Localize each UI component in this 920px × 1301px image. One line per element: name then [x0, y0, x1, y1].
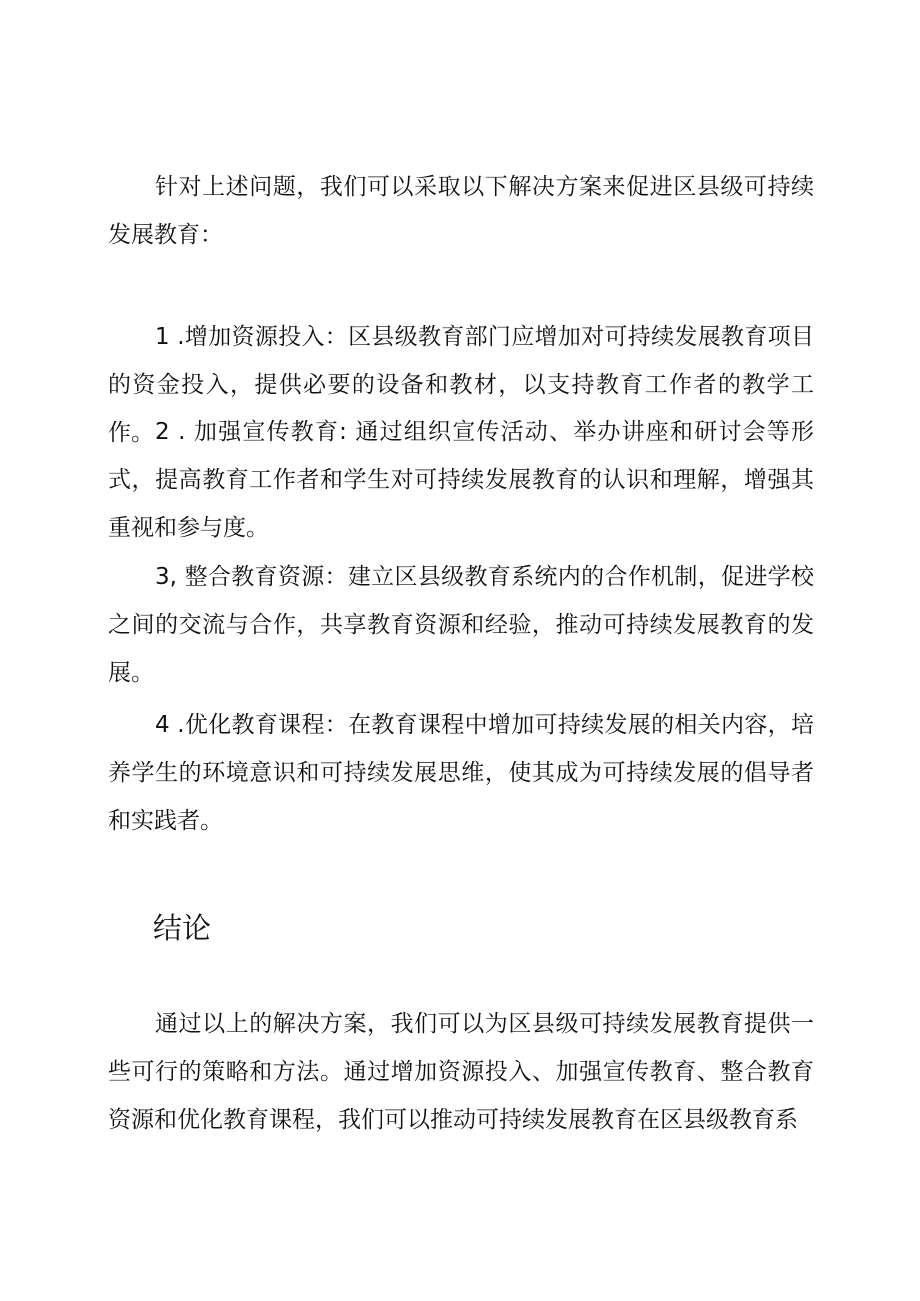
conclusion-paragraph: 通过以上的解决方案，我们可以为区县级可持续发展教育提供一些可行的策略和方法。通过增加资源投入、加强宣传教育、整合教育资源和优化教育课程，我们可以推动可持续发展教育在区县级教育系: [108, 1011, 814, 1133]
solution-item-3: 3, 整合教育资源：建立区县级教育系统内的合作机制，促进学校之间的交流与合作，共享教育资源和经验，推动可持续发展教育的发展。: [108, 564, 814, 686]
solution-item-1: 1 .增加资源投入：区县级教育部门应增加对可持续发展教育项目的资金投入，提供必要的设备和教材，以支持教育工作者的教学工作。: [108, 324, 814, 446]
intro-paragraph: 针对上述问题，我们可以采取以下解决方案来促进区县级可持续发展教育：: [108, 174, 814, 248]
conclusion-heading: 结论: [153, 911, 212, 945]
solution-item-2: 2 . 加强宣传教育: 通过组织宣传活动、举办讲座和研讨会等形式，提高教育工作者和学生对可持续发展教育的认识和理解，增强其重视和参与度。: [108, 419, 814, 541]
solution-item-4: 4 .优化教育课程：在教育课程中增加可持续发展的相关内容，培养学生的环境意识和可持续发展思维，使其成为可持续发展的倡导者和实践者。: [108, 712, 814, 834]
